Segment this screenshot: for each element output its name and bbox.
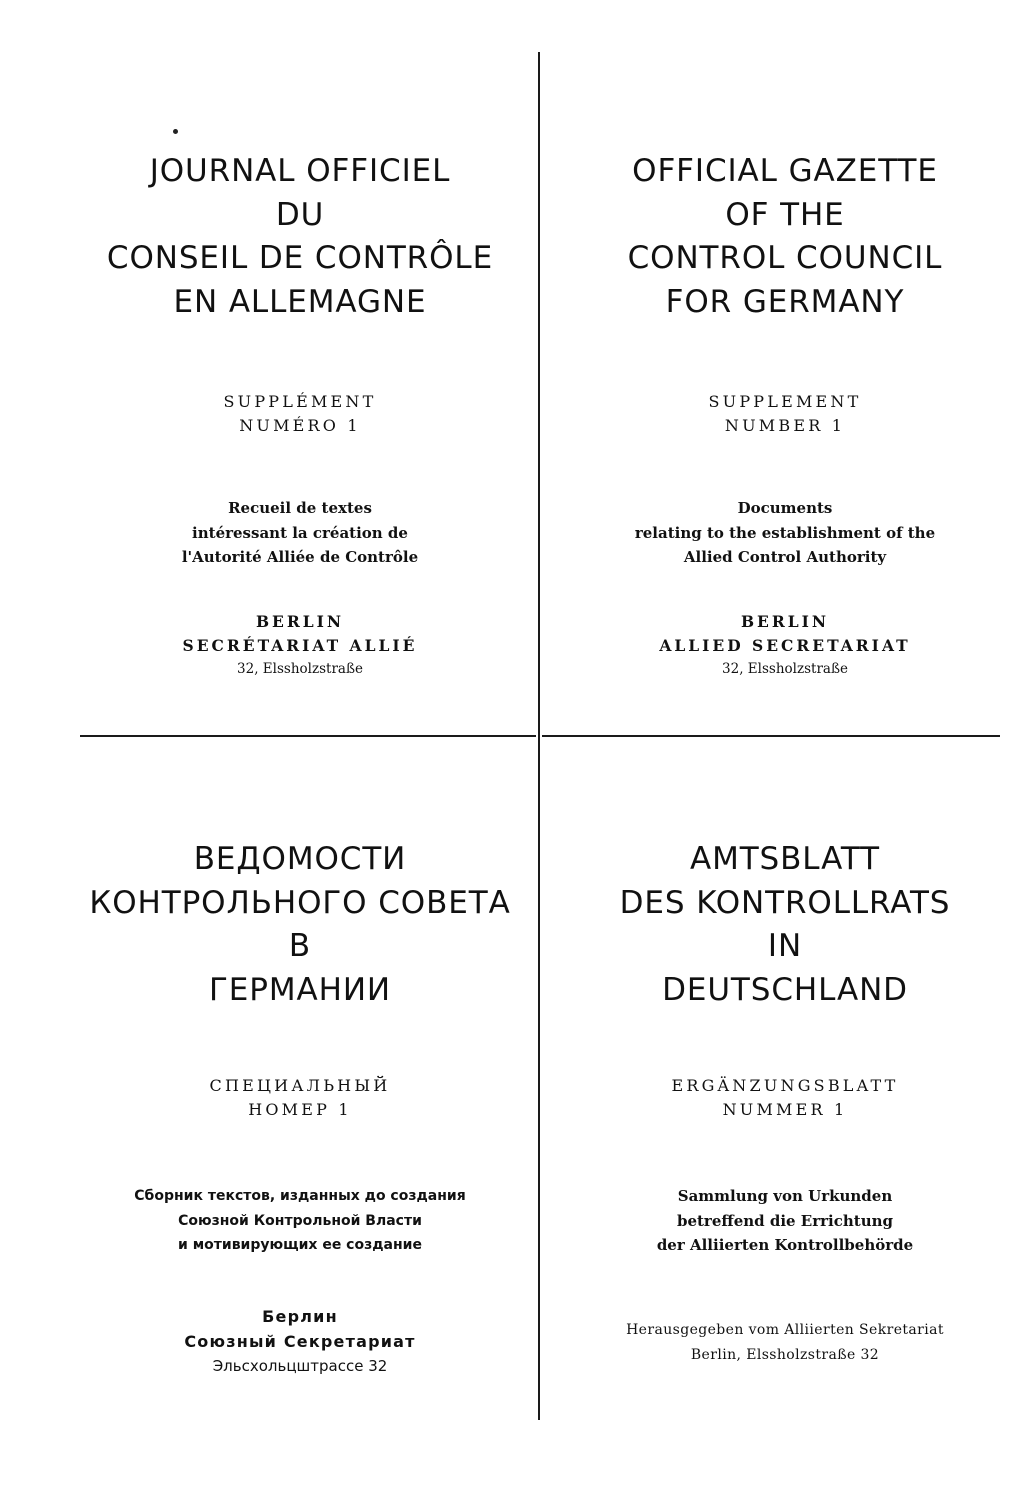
description-line: Documents xyxy=(737,499,833,517)
title-line: IN xyxy=(767,928,803,964)
german-title xyxy=(544,838,1024,1012)
title-line: FOR GERMANY xyxy=(665,283,905,320)
city-name: BERLIN xyxy=(740,611,830,631)
description-line: Союзной Контрольной Власти xyxy=(178,1212,422,1229)
supplement-number: NUMÉRO 1 xyxy=(239,416,361,435)
address: 32, Elssholzstraße xyxy=(237,660,363,677)
title-line: OFFICIAL GAZETTE xyxy=(632,153,938,189)
title-line: ГЕРМАНИИ xyxy=(208,971,392,1008)
title-line: CONTROL COUNCIL xyxy=(627,240,943,276)
description-line: der Alliierten Kontrollbehörde xyxy=(656,1236,914,1254)
french-description xyxy=(60,496,540,570)
russian-imprint xyxy=(60,1304,540,1378)
horizontal-divider-right xyxy=(542,735,1000,737)
german-description xyxy=(544,1184,1024,1258)
french-supplement xyxy=(60,390,540,438)
french-section xyxy=(60,150,540,680)
description-line: l'Autorité Alliée de Contrôle xyxy=(181,548,419,566)
russian-description xyxy=(60,1184,540,1258)
description-line: Allied Control Authority xyxy=(683,548,887,566)
supplement-label: SUPPLEMENT xyxy=(708,392,862,411)
supplement-label: СПЕЦИАЛЬНЫЙ xyxy=(209,1076,391,1095)
title-line: DES KONTROLLRATS xyxy=(619,884,951,921)
title-line: DU xyxy=(275,196,325,233)
title-line: ВЕДОМОСТИ xyxy=(193,841,407,877)
title-line: AMTSBLATT xyxy=(689,841,881,877)
title-line: CONSEIL DE CONTRÔLE xyxy=(106,240,494,276)
description-line: Recueil de textes xyxy=(228,499,372,517)
french-title xyxy=(60,150,540,324)
english-description xyxy=(544,496,1024,570)
publisher-name: Союзный Секретариат xyxy=(184,1331,416,1351)
title-line: КОНТРОЛЬНОГО СОВЕТА xyxy=(89,884,511,921)
description-line: Sammlung von Urkunden xyxy=(677,1187,893,1205)
russian-title xyxy=(60,838,540,1012)
russian-supplement xyxy=(60,1074,540,1122)
address: Berlin, Elssholzstraße 32 xyxy=(690,1346,880,1363)
english-imprint xyxy=(544,610,1024,680)
title-line: В xyxy=(288,928,312,964)
address: Эльсхольцштрассе 32 xyxy=(212,1356,388,1375)
description-line: Сборник текстов, изданных до создания xyxy=(134,1188,466,1204)
description-line: betreffend die Errichtung xyxy=(676,1211,894,1230)
russian-section xyxy=(60,838,540,1378)
publisher-line: Herausgegeben vom Alliierten Sekretariat xyxy=(626,1321,944,1338)
address: 32, Elssholzstraße xyxy=(722,660,848,677)
english-title xyxy=(544,150,1024,324)
german-imprint xyxy=(544,1318,1024,1368)
city-name: BERLIN xyxy=(255,611,345,631)
publisher-name: ALLIED SECRETARIAT xyxy=(659,635,911,655)
english-section xyxy=(544,150,1024,680)
supplement-number: NUMBER 1 xyxy=(724,416,846,435)
horizontal-divider-left xyxy=(80,735,536,737)
supplement-number: NUMMER 1 xyxy=(722,1100,848,1119)
title-line: EN ALLEMAGNE xyxy=(173,283,427,320)
german-supplement xyxy=(544,1074,1024,1122)
supplement-number: НОМЕР 1 xyxy=(248,1100,352,1119)
description-line: и мотивирующих ее создание xyxy=(178,1237,422,1253)
supplement-label: SUPPLÉMENT xyxy=(223,392,377,411)
publisher-name: SECRÉTARIAT ALLIÉ xyxy=(182,635,418,655)
description-line: intéressant la création de xyxy=(192,523,408,542)
supplement-label: ERGÄNZUNGSBLATT xyxy=(671,1076,899,1095)
english-supplement xyxy=(544,390,1024,438)
german-section xyxy=(544,838,1024,1368)
title-line: JOURNAL OFFICIEL xyxy=(149,153,451,189)
french-imprint xyxy=(60,610,540,680)
title-line: DEUTSCHLAND xyxy=(662,971,908,1008)
city-name: Берлин xyxy=(262,1306,338,1326)
title-line: OF THE xyxy=(725,196,845,233)
description-line: relating to the establishment of the xyxy=(634,523,936,542)
print-speck xyxy=(173,129,178,134)
